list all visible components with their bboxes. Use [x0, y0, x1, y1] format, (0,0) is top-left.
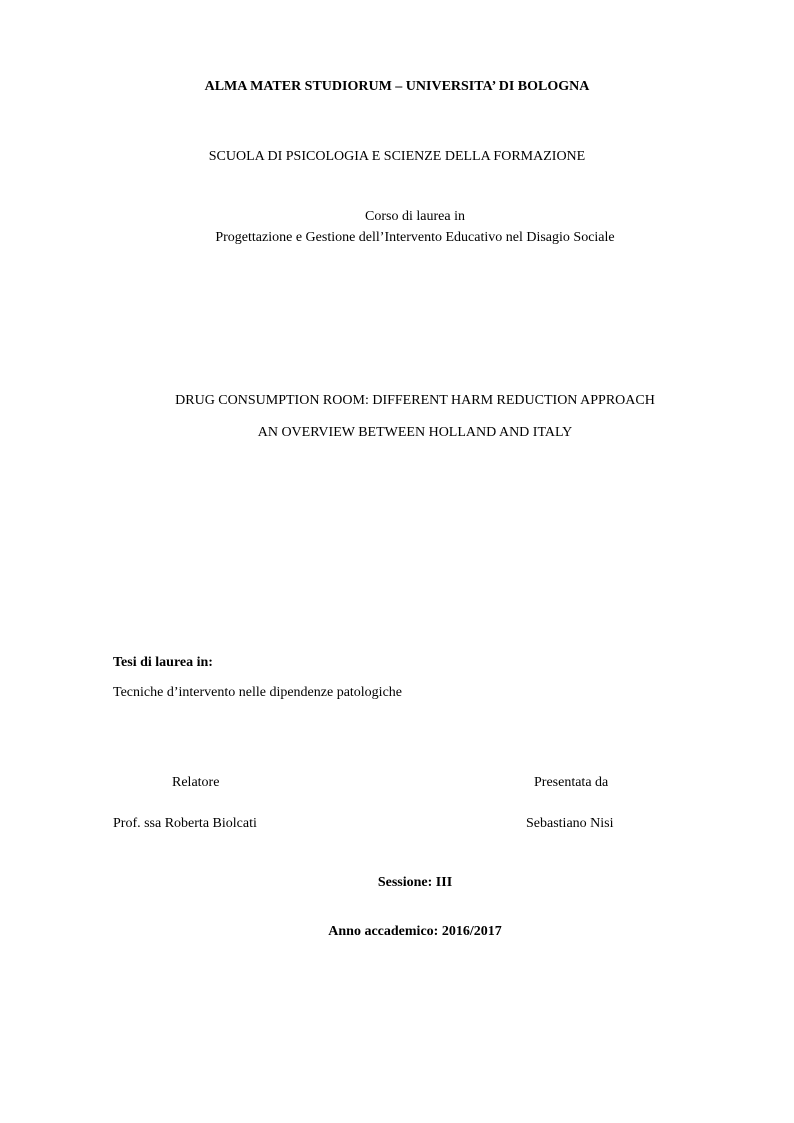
- supervisor-label: Relatore: [172, 775, 220, 790]
- thesis-title-line-1: DRUG CONSUMPTION ROOM: DIFFERENT HARM REDUCTION APPROACH: [175, 393, 655, 408]
- school-heading: SCUOLA DI PSICOLOGIA E SCIENZE DELLA FORMAZIONE: [208, 149, 586, 164]
- university-heading: ALMA MATER STUDIORUM – UNIVERSITA’ DI BOLOGNA: [204, 79, 590, 94]
- supervisor-name: Prof. ssa Roberta Biolcati: [113, 816, 257, 831]
- candidate-label: Presentata da: [534, 775, 609, 790]
- academic-year: Anno accademico: 2016/2017: [328, 924, 502, 939]
- course-name: Progettazione e Gestione dell’Intervento Educativo nel Disagio Sociale: [215, 230, 615, 245]
- session: Sessione: III: [377, 875, 453, 890]
- course-intro: Corso di laurea in: [365, 209, 465, 224]
- thesis-title-line-2: AN OVERVIEW BETWEEN HOLLAND AND ITALY: [257, 425, 573, 440]
- thesis-subject-label: Tesi di laurea in:: [113, 655, 213, 670]
- thesis-subject-value: Tecniche d’intervento nelle dipendenze patologiche: [113, 685, 403, 700]
- candidate-name: Sebastiano Nisi: [526, 816, 614, 831]
